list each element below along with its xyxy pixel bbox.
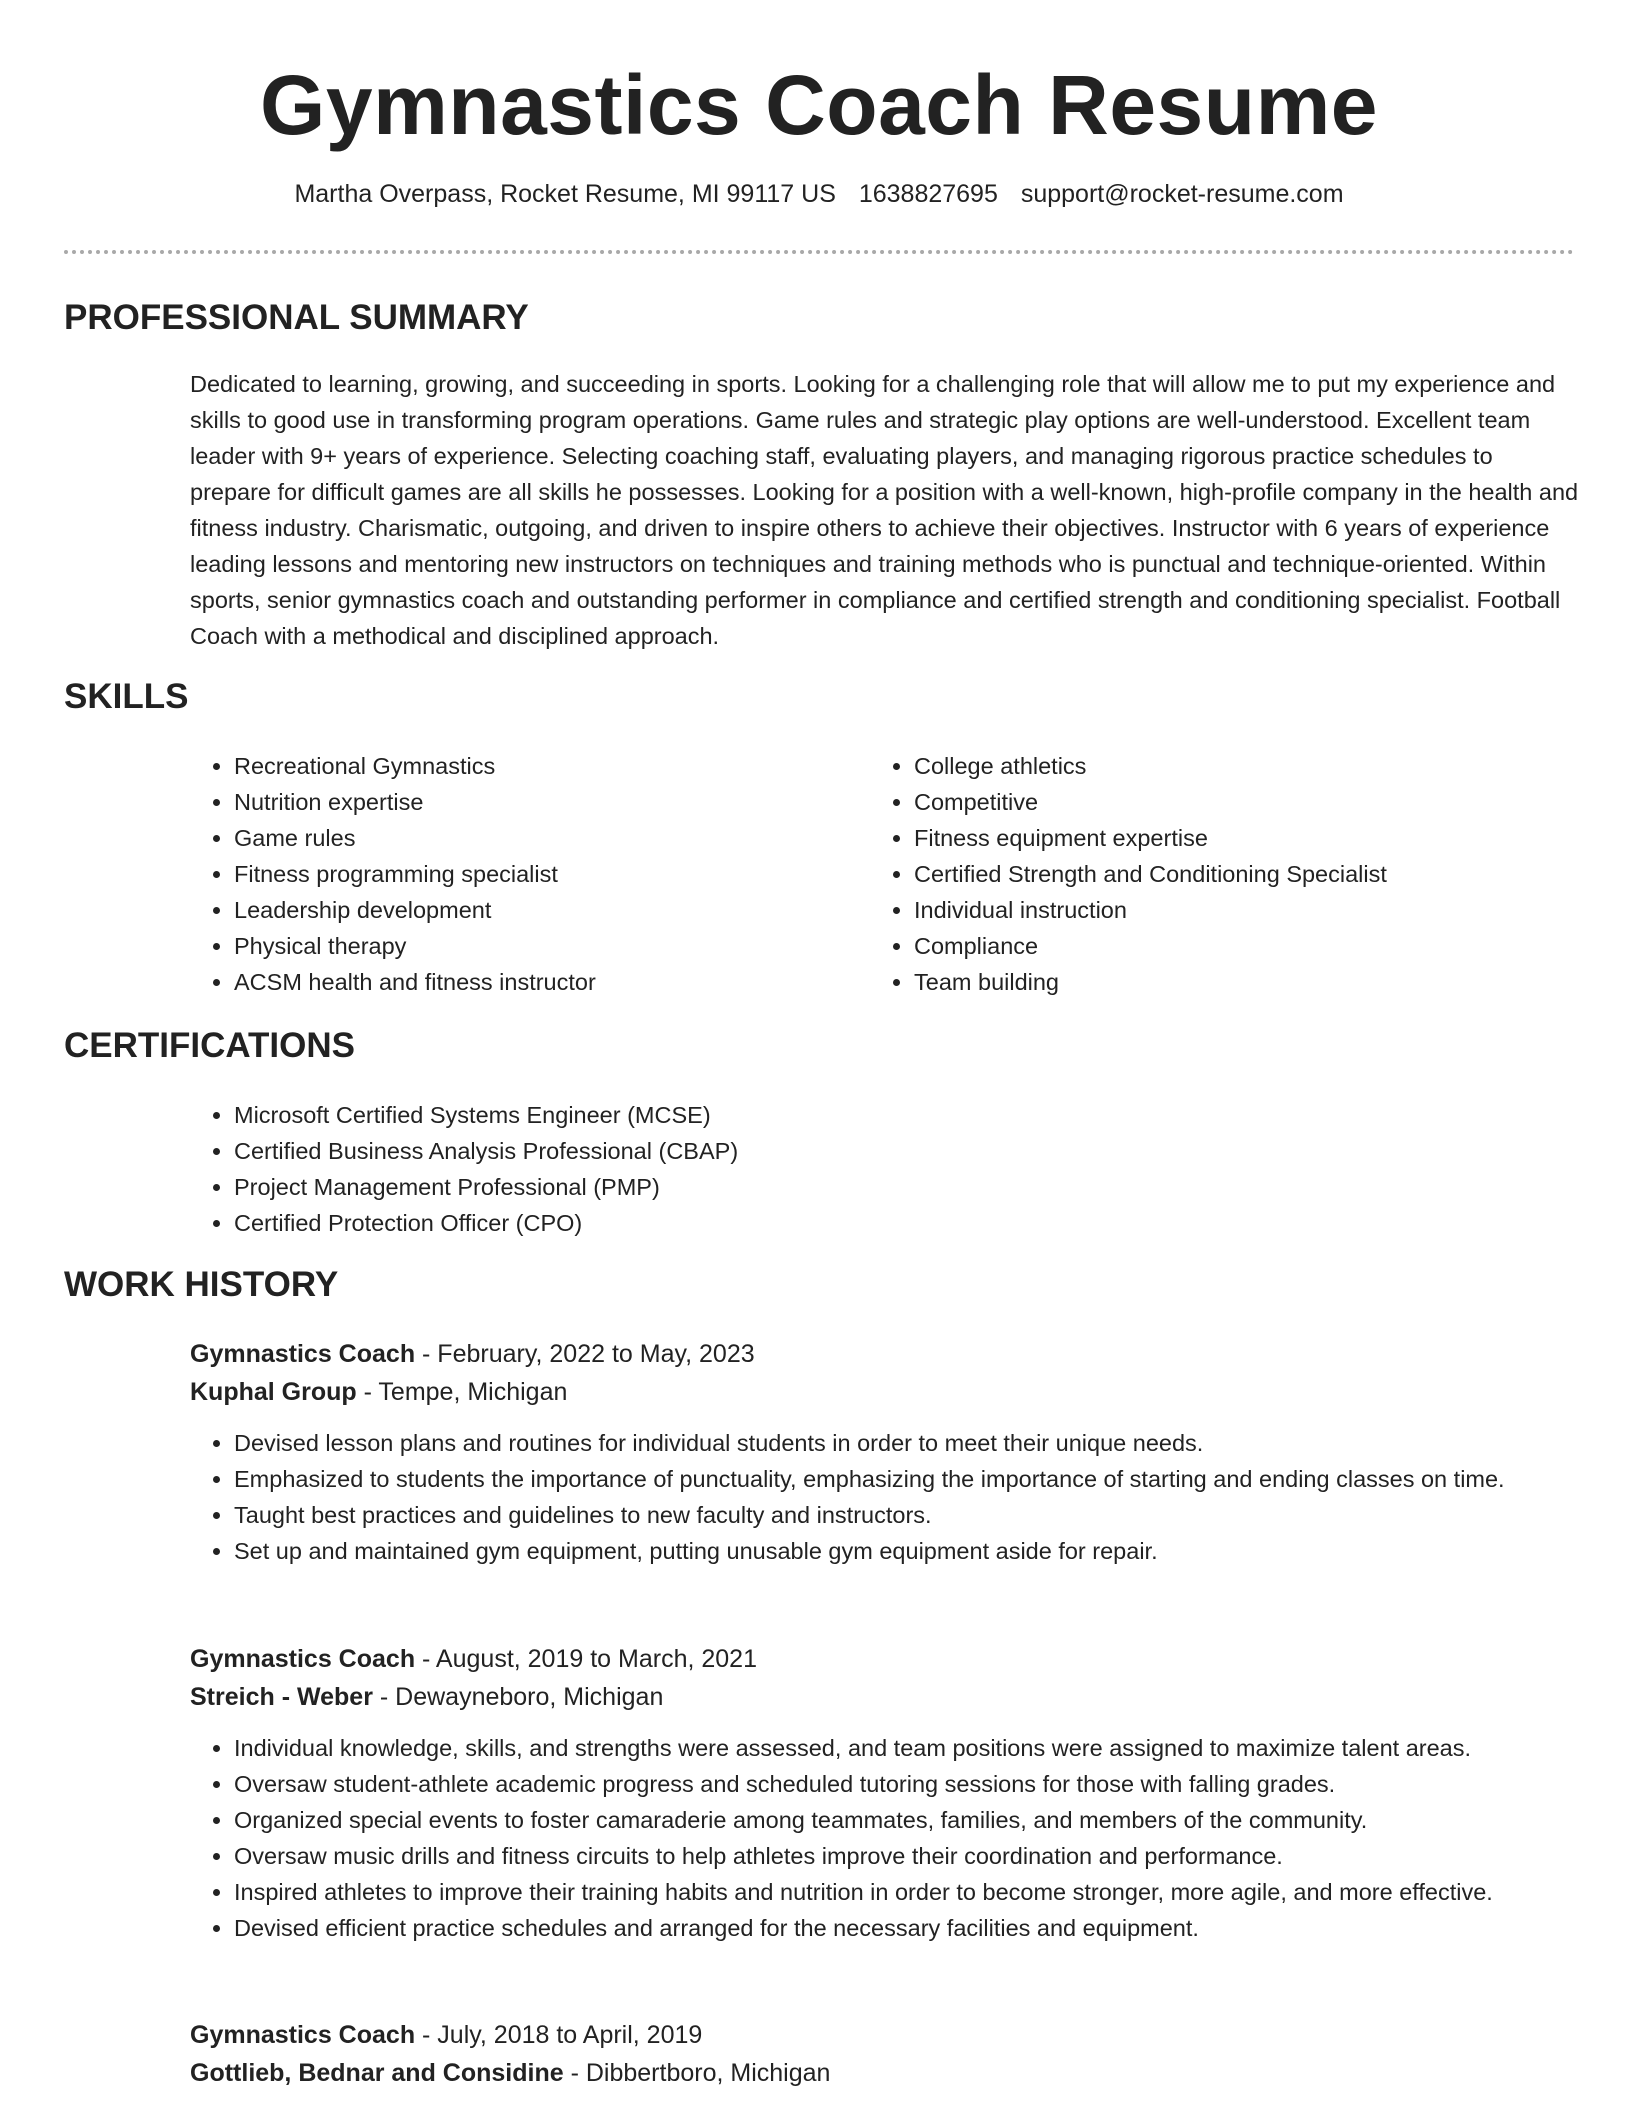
skill-item: • Fitness equipment expertise <box>914 820 1570 856</box>
contact-email: support@rocket-resume.com <box>1020 180 1344 208</box>
certification-item: • Project Management Professional (PMP) <box>234 1169 1090 1205</box>
job-duty: • Taught best practices and guidelines to new faculty and instructors. <box>234 1497 1580 1533</box>
job-title: Gymnastics Coach <box>190 2021 416 2049</box>
job-company-line <box>190 1373 1580 1411</box>
job-duty: • Set up and maintained gym equipment, putting unusable gym equipment aside for repair. <box>234 1533 1580 1569</box>
header-divider <box>64 250 1574 254</box>
skill-item: • Recreational Gymnastics <box>234 748 830 784</box>
job-dates: - July, 2018 to April, 2019 <box>415 2021 703 2049</box>
skill-item: • Game rules <box>234 820 830 856</box>
job-title-line <box>190 1640 1580 1678</box>
job-duty: • Individual knowledge, skills, and strengths were assessed, and team positions were assigned to maximize talent areas. <box>234 1730 1580 1766</box>
skill-item: • Leadership development <box>234 892 830 928</box>
skill-item: • Certified Strength and Conditioning Specialist <box>914 856 1570 892</box>
job-company-line <box>190 2054 1580 2092</box>
job-duty: • Devised efficient practice schedules and arranged for the necessary facilities and equipment. <box>234 1910 1580 1946</box>
skill-item: • Team building <box>914 964 1570 1000</box>
skill-item: • Physical therapy <box>234 928 830 964</box>
skill-item: • Fitness programming specialist <box>234 856 830 892</box>
skill-item: • Compliance <box>914 928 1570 964</box>
job-title-line <box>190 1335 1580 1373</box>
job-company: Kuphal Group <box>190 1378 357 1406</box>
job-title-line <box>190 2016 1580 2054</box>
job-company-line <box>190 1678 1580 1716</box>
job-duty: • Oversaw music drills and fitness circuits to help athletes improve their coordination and performance. <box>234 1838 1580 1874</box>
job-duties <box>190 1425 1580 1569</box>
skills-left-column <box>190 748 830 1000</box>
skill-item: • ACSM health and fitness instructor <box>234 964 830 1000</box>
job-location: - Dibbertboro, Michigan <box>563 2059 831 2087</box>
job-duties <box>190 1730 1580 1946</box>
skills-right-column <box>870 748 1570 1000</box>
skill-item: • College athletics <box>914 748 1570 784</box>
job-entry <box>190 2016 1580 2092</box>
job-duty: • Emphasized to students the importance of punctuality, emphasizing the importance of starting and ending classes on time. <box>234 1461 1580 1497</box>
job-title: Gymnastics Coach <box>190 1645 416 1673</box>
section-title-work-history: WORK HISTORY <box>64 1265 339 1304</box>
job-title: Gymnastics Coach <box>190 1340 416 1368</box>
contact-line <box>64 178 1574 210</box>
certification-item: • Certified Business Analysis Professional (CBAP) <box>234 1133 1090 1169</box>
job-location: - Dewayneboro, Michigan <box>372 1683 664 1711</box>
skill-item: • Competitive <box>914 784 1570 820</box>
resume-page <box>64 0 1579 2087</box>
job-company: Gottlieb, Bednar and Considine <box>190 2059 564 2087</box>
job-entry <box>190 1640 1580 1946</box>
job-dates: - August, 2019 to March, 2021 <box>415 1645 757 1673</box>
contact-address: Martha Overpass, Rocket Resume, MI 99117 US <box>294 180 836 208</box>
section-title-skills: SKILLS <box>64 677 189 716</box>
job-company: Streich - Weber <box>190 1683 373 1711</box>
section-title-certifications: CERTIFICATIONS <box>64 1026 356 1065</box>
skill-item: • Nutrition expertise <box>234 784 830 820</box>
skill-item: • Individual instruction <box>914 892 1570 928</box>
certification-item: • Certified Protection Officer (CPO) <box>234 1205 1090 1241</box>
certifications-list <box>190 1097 1090 1241</box>
job-duty: • Inspired athletes to improve their training habits and nutrition in order to become stronger, more agile, and more effective. <box>234 1874 1580 1910</box>
contact-phone: 1638827695 <box>858 180 998 208</box>
job-duty: • Oversaw student-athlete academic progress and scheduled tutoring sessions for those with falling grades. <box>234 1766 1580 1802</box>
job-location: - Tempe, Michigan <box>356 1378 568 1406</box>
summary-text: Dedicated to learning, growing, and succeeding in sports. Looking for a challenging role that will allow me to put my experience and skills to good use in transforming program operations. Game rules and strategic play options are well-understood. Excellent team leader with 9+ years of experience. Selecting coaching staff, evaluating players, and managing rigorous practice schedules to prepare for difficult games are all skills he possesses. Looking for a position with a well-known, high-profile company in the health and fitness industry. Charismatic, outgoing, and driven to inspire others to achieve their objectives. Instructor with 6 years of experience leading lessons and mentoring new instructors on techniques and training methods who is punctual and technique-oriented. Within sports, senior gymnastics coach and outstanding performer in compliance and certified strength and conditioning specialist. Football Coach with a methodical and disciplined approach. <box>190 371 1579 649</box>
job-duty: • Devised lesson plans and routines for individual students in order to meet their unique needs. <box>234 1425 1580 1461</box>
job-dates: - February, 2022 to May, 2023 <box>415 1340 755 1368</box>
section-title-summary: PROFESSIONAL SUMMARY <box>64 298 529 337</box>
certification-item: • Microsoft Certified Systems Engineer (MCSE) <box>234 1097 1090 1133</box>
job-entry <box>190 1335 1580 1569</box>
resume-title: Gymnastics Coach Resume <box>260 58 1378 152</box>
job-duty: • Organized special events to foster camaraderie among teammates, families, and members of the community. <box>234 1802 1580 1838</box>
